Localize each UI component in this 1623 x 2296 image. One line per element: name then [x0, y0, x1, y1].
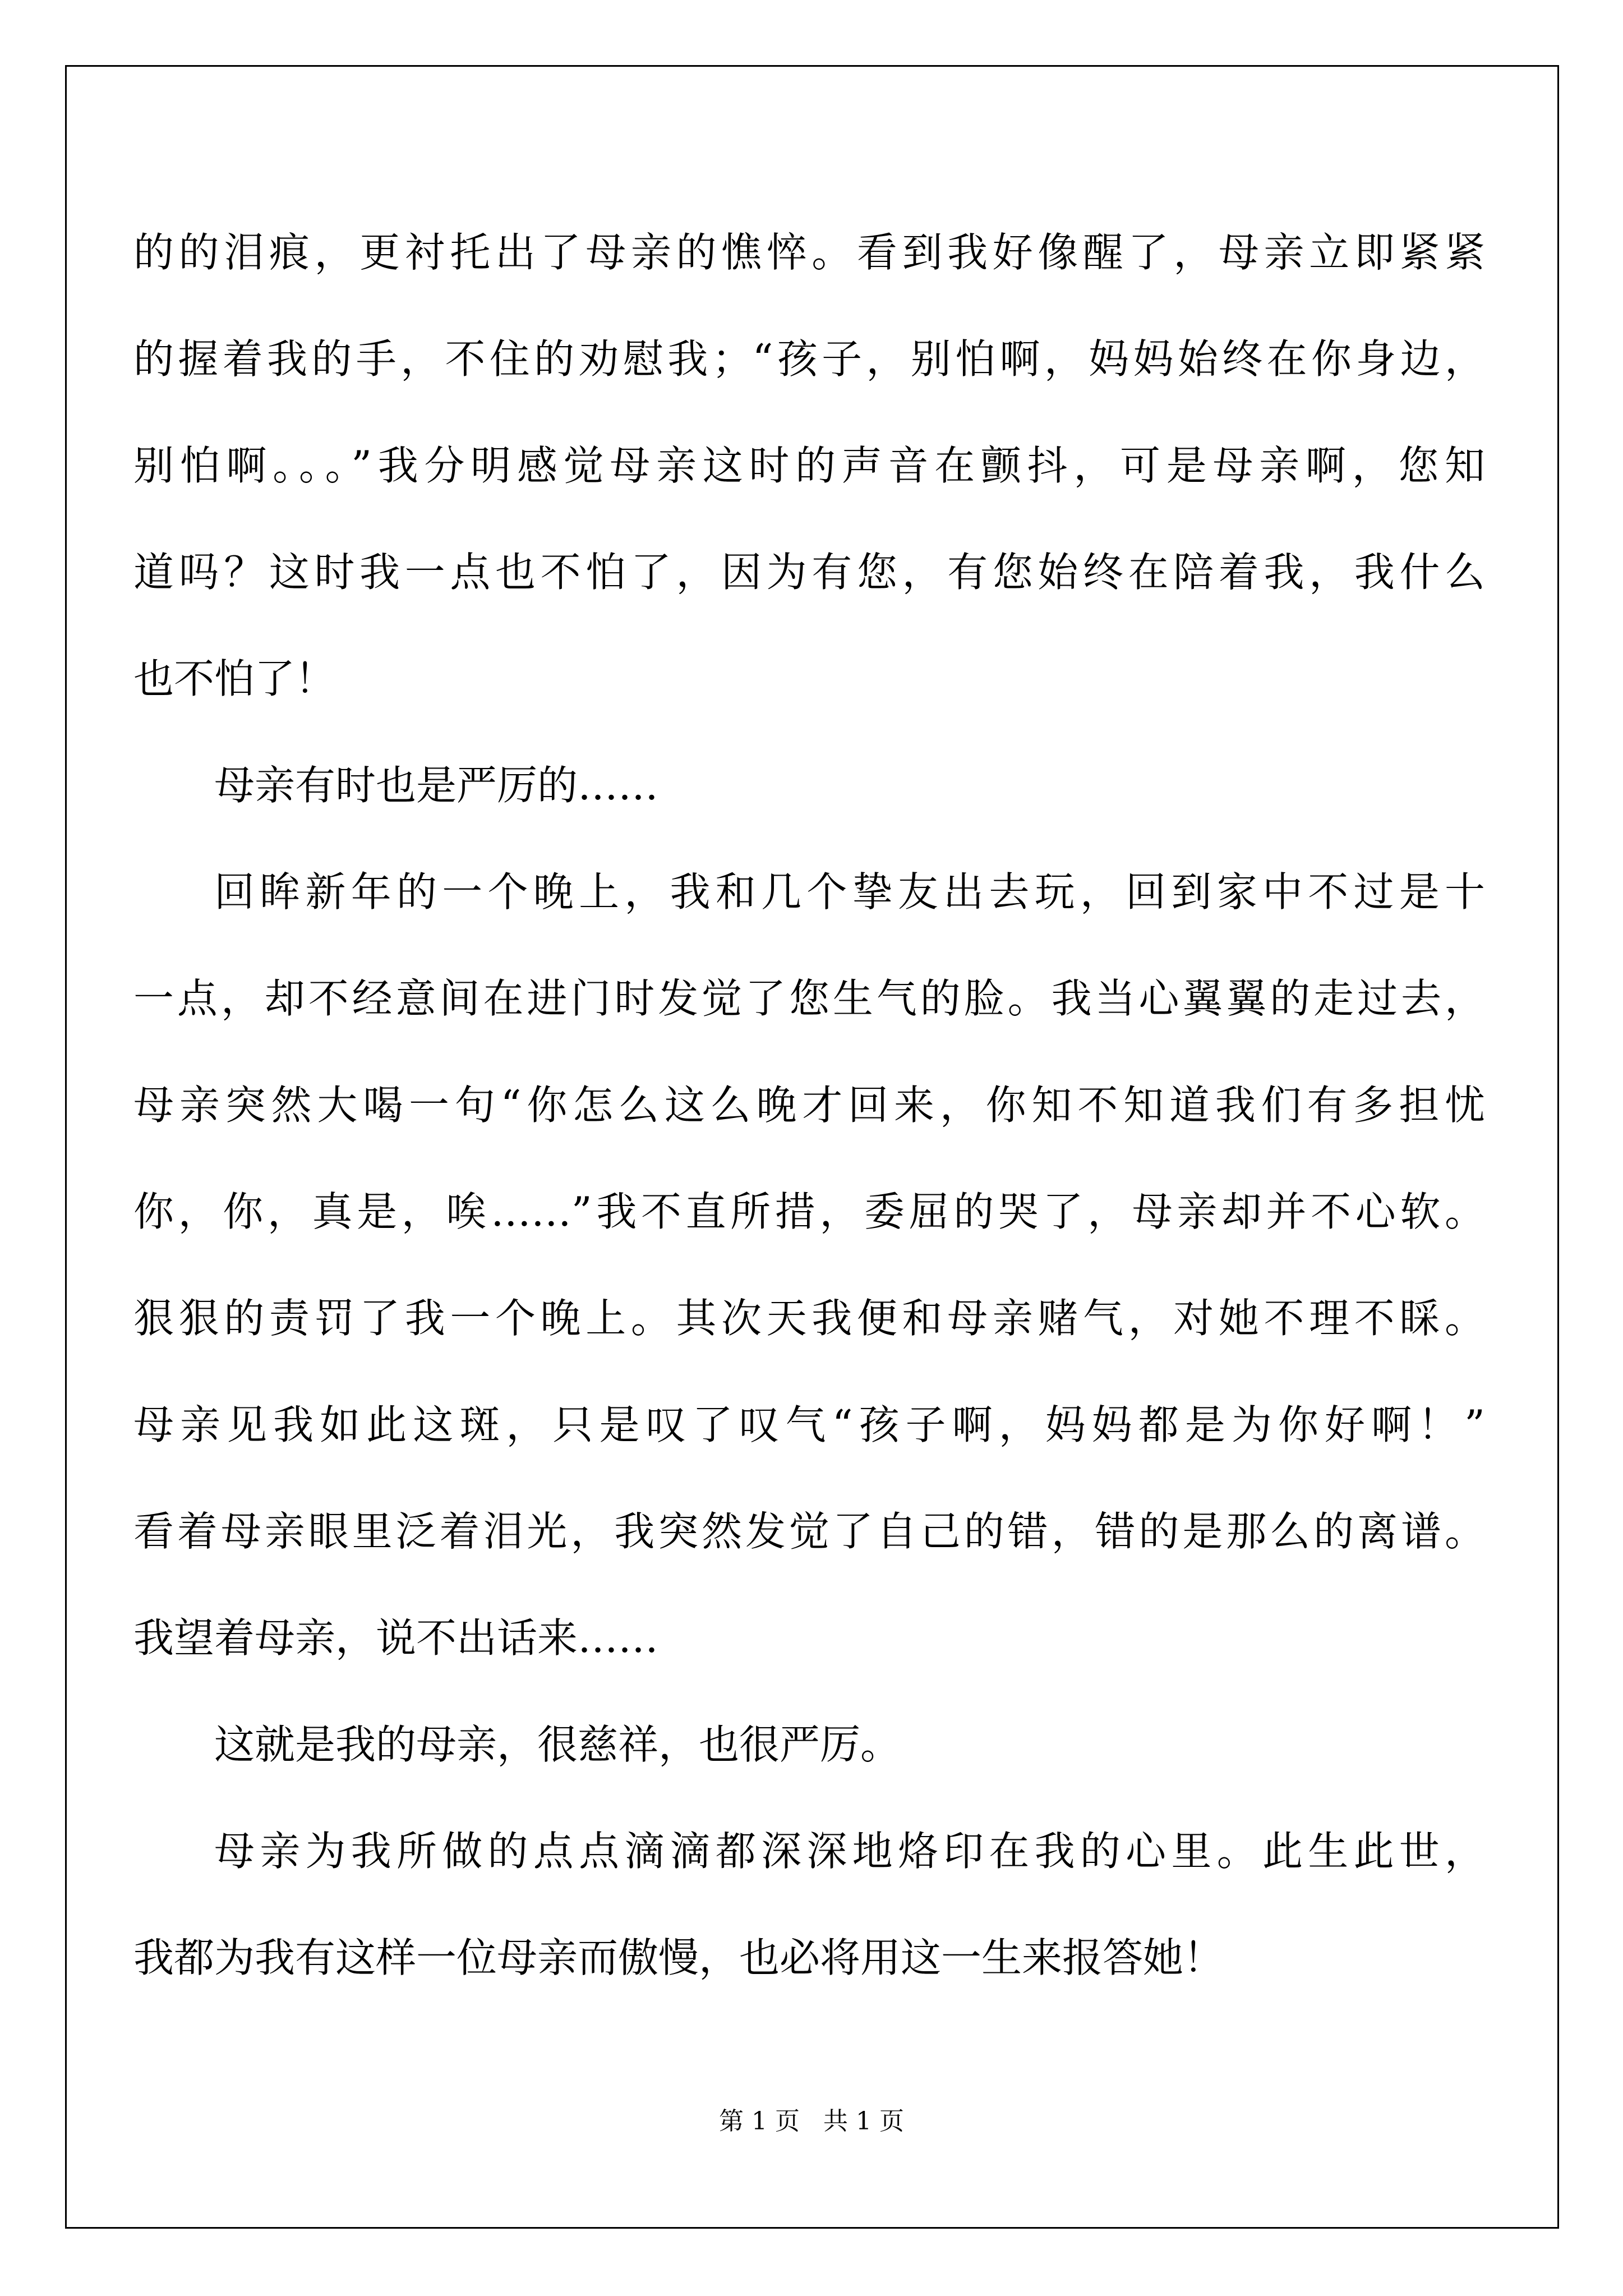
paragraph-line: 母亲为我所做的点点滴滴都深深地烙印在我的心里。此生此世， [214, 1828, 1485, 1875]
paragraph-line: 也不怕了！ [133, 655, 336, 702]
paragraph-line: 看着母亲眼里泛着泪光，我突然发觉了自己的错，错的是那么的离谱。 [133, 1508, 1485, 1555]
page-border [65, 65, 1559, 2229]
page-number-footer: 第 1 页 共 1 页 [719, 2107, 904, 2136]
paragraph-line: 狠狠的责罚了我一个晚上。其次天我便和母亲赌气，对她不理不睬。 [133, 1295, 1485, 1342]
paragraph-line: 这就是我的母亲，很慈祥，也很严厉。 [214, 1721, 901, 1768]
paragraph-line: 母亲见我如此这斑，只是叹了叹气“孩子啊，妈妈都是为你好啊！” [133, 1401, 1485, 1448]
paragraph-line: 我都为我有这样一位母亲而傲慢，也必将用这一生来报答她！ [133, 1934, 1224, 1981]
paragraph-line: 一点，却不经意间在进门时发觉了您生气的脸。我当心翼翼的走过去， [133, 975, 1485, 1022]
paragraph-line: 的的泪痕，更衬托出了母亲的憔悴。看到我好像醒了，母亲立即紧紧 [133, 229, 1485, 276]
paragraph-line: 的握着我的手，不住的劝慰我；“孩子，别怕啊，妈妈始终在你身边， [133, 335, 1485, 383]
paragraph-line: 道吗？这时我一点也不怕了，因为有您，有您始终在陪着我，我什么 [133, 549, 1485, 596]
paragraph-line: 回眸新年的一个晚上，我和几个挚友出去玩，回到家中不过是十 [214, 868, 1485, 915]
paragraph-line: 你，你，真是，唉……”我不直所措，委屈的哭了，母亲却并不心软。 [133, 1188, 1485, 1235]
paragraph-line: 我望着母亲，说不出话来…… [133, 1614, 659, 1662]
paragraph-line: 别怕啊。。。”我分明感觉母亲这时的声音在颤抖，可是母亲啊，您知 [133, 442, 1485, 489]
paragraph-line: 母亲有时也是严厉的…… [214, 762, 659, 809]
paragraph-line: 母亲突然大喝一句“你怎么这么晚才回来，你知不知道我们有多担忧 [133, 1082, 1485, 1129]
